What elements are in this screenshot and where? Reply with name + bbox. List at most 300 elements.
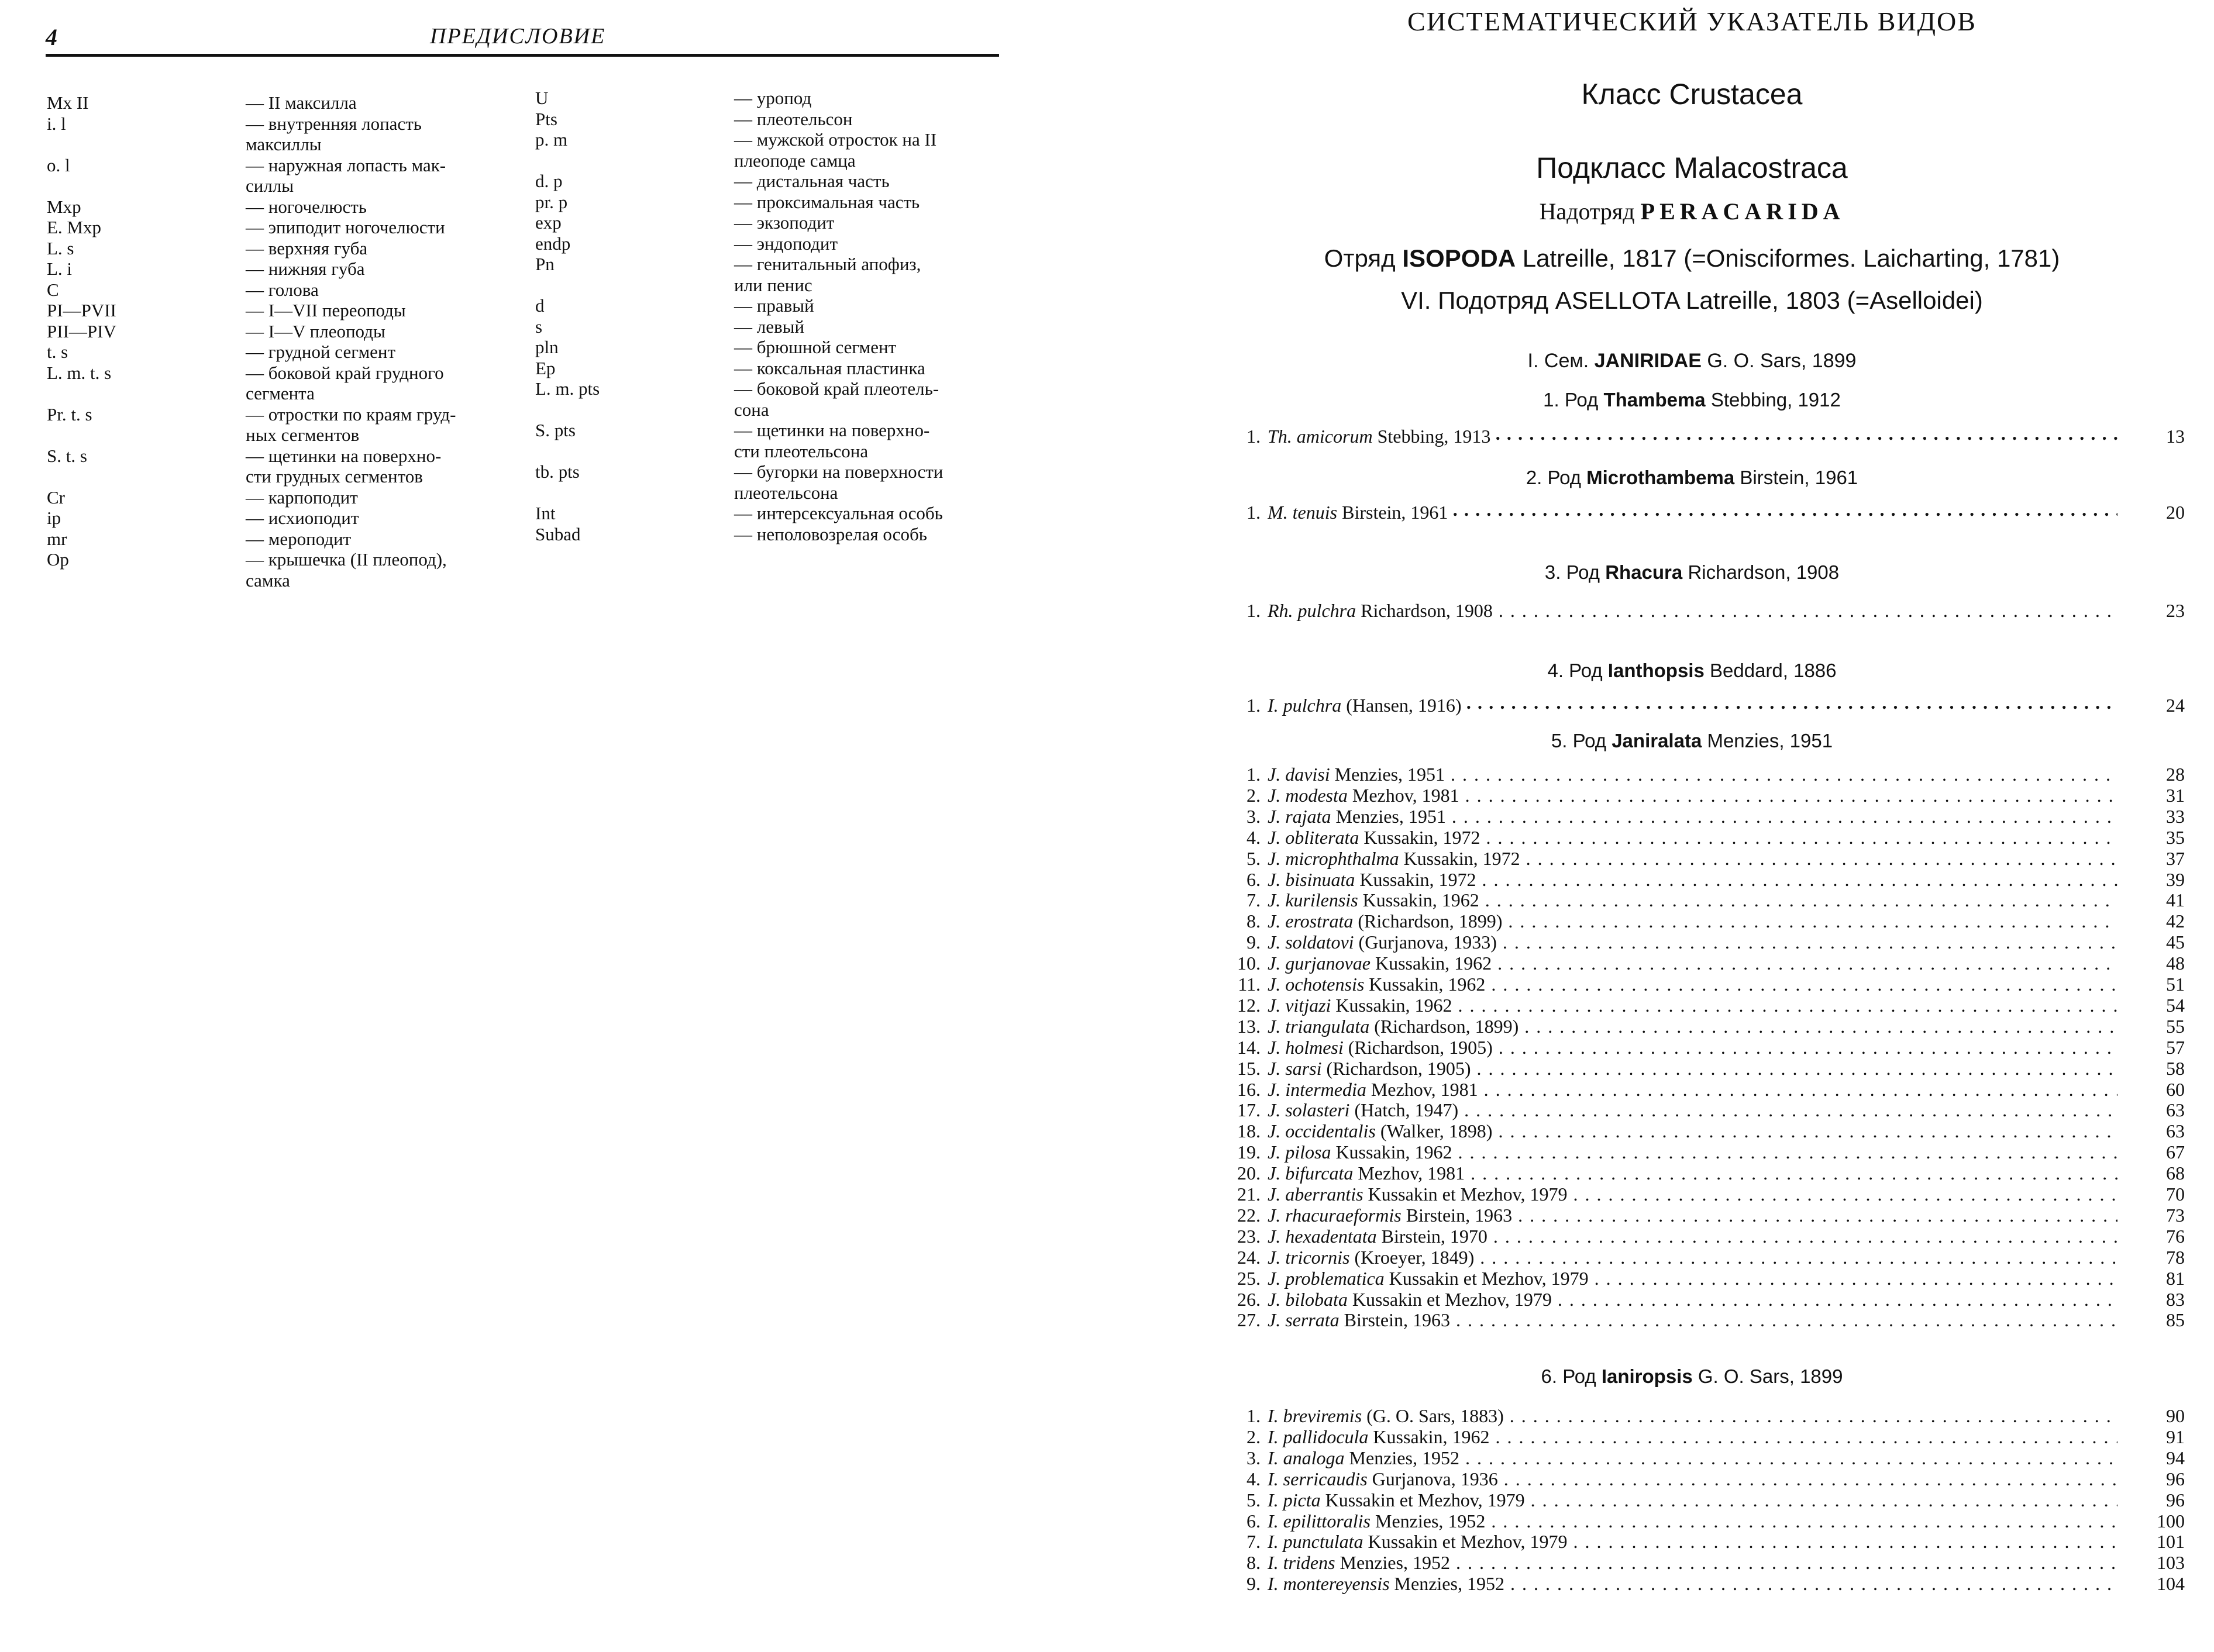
page-reference: 81 xyxy=(2166,1267,2185,1289)
species-number: 6. xyxy=(1247,868,1261,890)
species-entry xyxy=(1225,600,2185,621)
page-reference: 63 xyxy=(2166,1099,2185,1121)
abbreviation-row xyxy=(47,92,544,113)
abbreviation-term: tb. pts xyxy=(535,461,580,482)
species-name: J. sarsi xyxy=(1268,1057,1322,1079)
abbreviation-term: L. m. pts xyxy=(535,378,600,399)
abbreviation-definition: — исхиоподит xyxy=(246,508,359,528)
genus-authority: Birstein, 1961 xyxy=(1740,467,1858,488)
abbreviation-definition: — мероподит xyxy=(246,528,352,549)
abbreviation-term: E. Mxp xyxy=(47,217,101,237)
genus-name: Ianiropsis xyxy=(1601,1365,1693,1387)
species-entry xyxy=(1225,1468,2185,1489)
abbreviation-definition: — уропод xyxy=(734,88,812,108)
genus-heading xyxy=(1170,561,2214,584)
species-label xyxy=(1268,1447,2117,1468)
genus-heading xyxy=(1170,467,2214,489)
genus-prefix: 5. Род xyxy=(1551,730,1607,751)
species-number: 19. xyxy=(1237,1141,1261,1163)
order-prefix: Отряд xyxy=(1324,244,1396,272)
species-entry xyxy=(1225,1573,2185,1594)
species-name: J. rajata xyxy=(1268,805,1331,827)
abbreviation-row xyxy=(47,280,544,301)
abbreviation-row xyxy=(47,175,544,196)
genus-heading xyxy=(1170,730,2214,752)
abbreviation-definition: силлы xyxy=(246,175,294,196)
abbreviation-term: PII—PIV xyxy=(47,320,116,342)
species-entry xyxy=(1225,995,2185,1016)
species-label xyxy=(1268,1510,2117,1532)
species-entry xyxy=(1225,426,2185,447)
abbreviation-row xyxy=(47,508,544,529)
species-entry xyxy=(1225,806,2185,827)
page-reference: 73 xyxy=(2166,1204,2185,1226)
abbreviation-definition: — голова xyxy=(246,279,319,300)
genus-prefix: 2. Род xyxy=(1526,467,1581,488)
species-authority: Kussakin et Mezhov, 1979 xyxy=(1352,1288,1552,1310)
abbreviation-term: p. m xyxy=(535,129,568,150)
page-reference: 24 xyxy=(2166,695,2185,716)
abbreviation-definition: — бугорки на поверхности xyxy=(734,461,944,482)
species-entry xyxy=(1225,1531,2185,1552)
species-name: J. obliterata xyxy=(1268,826,1359,848)
species-name: I. serricaudis xyxy=(1268,1468,1368,1489)
species-name: J. tricornis xyxy=(1268,1246,1350,1268)
species-authority: Menzies, 1952 xyxy=(1340,1552,1450,1574)
page-reference: 51 xyxy=(2166,974,2185,995)
suborder-heading: VI. Подотряд ASELLOTA Latreille, 1803 (=Aselloidei) xyxy=(1401,287,1983,314)
abbreviation-row xyxy=(535,337,1003,358)
species-entry xyxy=(1225,1489,2185,1510)
species-name: I. punctulata xyxy=(1268,1531,1363,1553)
species-entry xyxy=(1225,848,2185,869)
genus-authority: Richardson, 1908 xyxy=(1688,561,1840,583)
species-entry xyxy=(1225,953,2185,974)
species-name: J. ochotensis xyxy=(1268,974,1365,995)
species-number: 2. xyxy=(1247,784,1261,806)
subclass-heading: Подкласс Malacostraca xyxy=(1536,151,1848,184)
species-authority: (Richardson, 1905) xyxy=(1326,1057,1471,1079)
species-number: 3. xyxy=(1247,805,1261,827)
abbreviation-term: d. p xyxy=(535,171,563,191)
abbreviation-row xyxy=(535,129,1003,150)
species-entry xyxy=(1225,1079,2185,1100)
species-label xyxy=(1268,1531,2117,1552)
abbreviation-definition: — дистальная часть xyxy=(734,171,890,191)
species-label xyxy=(1268,1309,2117,1330)
species-label xyxy=(1268,1552,2117,1573)
abbreviation-definition: — левый xyxy=(734,316,805,337)
page-number: 4 xyxy=(46,24,57,50)
abbreviation-row xyxy=(535,316,1003,337)
species-label xyxy=(1268,785,2117,806)
abbreviation-term: Pts xyxy=(535,108,557,129)
abbreviation-definition: сона xyxy=(734,399,769,420)
species-entry xyxy=(1225,502,2185,523)
species-name: J. solasteri xyxy=(1268,1099,1350,1121)
species-number: 18. xyxy=(1237,1120,1261,1142)
species-entry xyxy=(1225,974,2185,995)
species-authority: Mezhov, 1981 xyxy=(1352,784,1459,806)
abbreviation-term: pln xyxy=(535,337,559,357)
abbreviation-definition: — наружная лопасть мак- xyxy=(246,154,446,175)
page-reference: 48 xyxy=(2166,953,2185,974)
page-reference: 28 xyxy=(2166,764,2185,785)
species-name: I. pallidocula xyxy=(1268,1426,1369,1447)
abbreviation-row xyxy=(535,254,1003,275)
species-entry xyxy=(1225,764,2185,785)
abbreviation-row xyxy=(535,482,1003,503)
species-authority: Kussakin, 1972 xyxy=(1403,847,1520,869)
abbreviation-definition: — отростки по краям груд- xyxy=(246,403,456,425)
species-name: I. epilittoralis xyxy=(1268,1510,1371,1532)
species-name: J. davisi xyxy=(1268,764,1330,785)
page-reference: 104 xyxy=(2157,1573,2185,1595)
species-authority: Richardson, 1908 xyxy=(1361,600,1493,621)
species-entry xyxy=(1225,1058,2185,1079)
abbreviation-row xyxy=(47,196,544,218)
species-number: 23. xyxy=(1237,1225,1261,1247)
order-rest: Latreille, 1817 (=Onisciformes. Laicharting, 1781) xyxy=(1522,244,2060,272)
species-label xyxy=(1268,1405,2117,1426)
species-number: 1. xyxy=(1247,695,1261,716)
family-rest: G. O. Sars, 1899 xyxy=(1707,350,1857,372)
species-entry xyxy=(1225,1510,2185,1532)
abbreviation-row xyxy=(47,549,544,570)
species-label xyxy=(1268,1205,2117,1226)
abbreviation-term: Mx II xyxy=(47,92,89,113)
genus-name: Thambema xyxy=(1603,389,1706,411)
page-reference: 76 xyxy=(2166,1225,2185,1247)
abbreviation-definition: — проксимальная часть xyxy=(734,191,920,212)
species-label xyxy=(1268,1226,2117,1247)
abbreviation-row xyxy=(47,134,544,155)
species-label xyxy=(1268,1289,2117,1310)
abbreviation-row xyxy=(535,358,1003,379)
page-reference: 33 xyxy=(2166,805,2185,827)
species-authority: Stebbing, 1913 xyxy=(1377,426,1491,447)
species-entry xyxy=(1225,785,2185,806)
species-entry xyxy=(1225,1099,2185,1120)
abbreviation-definition: сти грудных сегментов xyxy=(246,466,423,487)
species-number: 9. xyxy=(1247,1573,1261,1595)
species-entry xyxy=(1225,1037,2185,1058)
page-reference: 100 xyxy=(2157,1510,2185,1532)
species-label xyxy=(1268,1079,2117,1100)
species-number: 5. xyxy=(1247,847,1261,869)
species-authority: Birstein, 1961 xyxy=(1342,502,1448,523)
abbreviation-row xyxy=(47,487,544,508)
abbreviation-term: ip xyxy=(47,508,61,528)
abbreviation-definition: сти плеотельсона xyxy=(734,440,869,461)
abbreviation-row xyxy=(535,524,1003,545)
species-entry xyxy=(1225,1247,2185,1268)
abbreviation-row xyxy=(47,300,544,321)
page-reference: 63 xyxy=(2166,1120,2185,1142)
species-authority: Kussakin, 1962 xyxy=(1375,953,1492,974)
species-entry xyxy=(1225,1226,2185,1247)
genus-authority: Menzies, 1951 xyxy=(1707,730,1833,751)
abbreviation-definition: — боковой край грудного xyxy=(246,362,444,383)
abbreviation-definition: сегмента xyxy=(246,383,315,403)
abbreviation-definition: — коксальная пластинка xyxy=(734,357,925,378)
abbreviation-definition: ных сегментов xyxy=(246,425,360,445)
abbreviation-row xyxy=(535,399,1003,420)
page-reference: 67 xyxy=(2166,1141,2185,1163)
species-number: 4. xyxy=(1247,826,1261,848)
species-entry xyxy=(1225,911,2185,932)
abbreviation-term: U xyxy=(535,88,549,108)
species-label xyxy=(1268,1468,2117,1489)
species-authority: Kussakin, 1962 xyxy=(1373,1426,1490,1447)
species-number: 21. xyxy=(1237,1184,1261,1205)
abbreviation-definition: — эндоподит xyxy=(734,233,838,254)
species-authority: (Gurjanova, 1933) xyxy=(1358,932,1497,953)
abbreviation-definition: — экзоподит xyxy=(734,212,835,233)
abbreviation-definition: — мужской отросток на II xyxy=(734,129,937,150)
species-label xyxy=(1268,932,2117,953)
species-name: J. microphthalma xyxy=(1268,847,1399,869)
species-number: 1. xyxy=(1247,1405,1261,1426)
species-authority: Menzies, 1952 xyxy=(1375,1510,1486,1532)
abbreviation-term: Int xyxy=(535,503,556,523)
species-label xyxy=(1268,1247,2117,1268)
species-label xyxy=(1268,1268,2117,1289)
species-entry xyxy=(1225,1552,2185,1573)
header-rule xyxy=(46,54,999,57)
abbreviation-row xyxy=(47,529,544,550)
species-authority: Menzies, 1951 xyxy=(1335,805,1446,827)
species-label xyxy=(1268,869,2117,890)
species-name: J. intermedia xyxy=(1268,1078,1366,1100)
abbreviation-row xyxy=(535,420,1003,441)
species-label xyxy=(1268,1037,2117,1058)
species-number: 26. xyxy=(1237,1288,1261,1310)
page-reference: 101 xyxy=(2157,1531,2185,1553)
left-page xyxy=(0,0,1006,1652)
species-number: 12. xyxy=(1237,994,1261,1016)
abbreviation-term: exp xyxy=(535,212,562,233)
species-authority: (Richardson, 1905) xyxy=(1348,1036,1493,1058)
abbreviation-term: L. i xyxy=(47,258,73,279)
abbreviation-row xyxy=(47,113,544,134)
species-name: J. soldatovi xyxy=(1268,932,1354,953)
abbreviation-row xyxy=(535,88,1003,109)
genus-authority: Beddard, 1886 xyxy=(1710,660,1837,681)
species-number: 7. xyxy=(1247,1531,1261,1553)
species-label xyxy=(1268,1184,2117,1205)
species-label xyxy=(1268,600,2117,621)
abbreviation-term: endp xyxy=(535,233,571,254)
genus-name: Rhacura xyxy=(1605,561,1683,583)
abbreviation-definition: — щетинки на поверхно- xyxy=(246,445,442,466)
abbreviation-term: Subad xyxy=(535,523,581,544)
species-authority: Birstein, 1970 xyxy=(1381,1225,1488,1247)
page-reference: 58 xyxy=(2166,1057,2185,1079)
species-label xyxy=(1268,1489,2117,1510)
species-number: 8. xyxy=(1247,911,1261,932)
species-entry xyxy=(1225,827,2185,848)
species-entry xyxy=(1225,1405,2185,1426)
species-authority: Kussakin, 1962 xyxy=(1335,1141,1452,1163)
abbreviation-row xyxy=(535,192,1003,213)
page-reference: 68 xyxy=(2166,1163,2185,1184)
species-label xyxy=(1268,1426,2117,1447)
page-reference: 96 xyxy=(2166,1489,2185,1510)
species-entry xyxy=(1225,1163,2185,1184)
right-page xyxy=(1170,0,2214,1652)
family-heading xyxy=(1170,350,2214,373)
abbreviation-term: Cr xyxy=(47,487,65,508)
genus-authority: G. O. Sars, 1899 xyxy=(1697,1365,1843,1387)
genus-name: Microthambema xyxy=(1586,467,1735,488)
superorder-heading xyxy=(1170,198,2214,225)
species-number: 7. xyxy=(1247,889,1261,911)
abbreviation-definition: — II максилла xyxy=(246,92,357,113)
page-reference: 23 xyxy=(2166,600,2185,621)
species-label xyxy=(1268,995,2117,1016)
page-reference: 91 xyxy=(2166,1426,2185,1447)
species-authority: Kussakin, 1962 xyxy=(1369,974,1486,995)
genus-name: Ianthopsis xyxy=(1607,660,1705,681)
species-authority: Mezhov, 1981 xyxy=(1371,1078,1478,1100)
page-reference: 60 xyxy=(2166,1078,2185,1100)
species-authority: Kussakin, 1972 xyxy=(1359,868,1476,890)
species-number: 17. xyxy=(1237,1099,1261,1121)
page-reference: 70 xyxy=(2166,1184,2185,1205)
species-name: J. hexadentata xyxy=(1268,1225,1377,1247)
species-number: 9. xyxy=(1247,932,1261,953)
species-name: J. aberrantis xyxy=(1268,1184,1363,1205)
abbreviation-term: Op xyxy=(47,549,69,570)
species-entry xyxy=(1225,1184,2185,1205)
abbreviation-definition: плеотельсона xyxy=(734,482,838,503)
class-heading: Класс Crustacea xyxy=(1581,78,1803,111)
species-label xyxy=(1268,953,2117,974)
page-reference: 94 xyxy=(2166,1447,2185,1468)
species-name: J. bilobata xyxy=(1268,1288,1348,1310)
abbreviation-definition: — плеотельсон xyxy=(734,108,853,129)
abbreviation-row xyxy=(47,446,544,467)
species-authority: (Hansen, 1916) xyxy=(1346,695,1462,716)
species-label xyxy=(1268,1120,2117,1141)
page-reference: 13 xyxy=(2166,426,2185,447)
abbreviation-term: pr. p xyxy=(535,191,568,212)
species-label xyxy=(1268,502,2117,525)
page-reference: 20 xyxy=(2166,502,2185,523)
species-name: J. kurilensis xyxy=(1268,889,1358,911)
genus-prefix: 4. Род xyxy=(1547,660,1603,681)
superorder-prefix: Надотряд xyxy=(1539,198,1635,225)
species-entry xyxy=(1225,1120,2185,1141)
species-name: J. occidentalis xyxy=(1268,1120,1376,1142)
species-number: 15. xyxy=(1237,1057,1261,1079)
abbreviation-definition: — грудной сегмент xyxy=(246,342,396,362)
species-name: J. vitjazi xyxy=(1268,994,1331,1016)
species-label xyxy=(1268,1141,2117,1163)
species-label xyxy=(1268,1099,2117,1120)
species-number: 3. xyxy=(1247,1447,1261,1468)
abbreviation-column-2 xyxy=(535,88,1003,544)
species-authority: Kussakin et Mezhov, 1979 xyxy=(1389,1267,1589,1289)
page-reference: 83 xyxy=(2166,1288,2185,1310)
species-label xyxy=(1268,974,2117,995)
species-entry xyxy=(1225,932,2185,953)
species-authority: Menzies, 1952 xyxy=(1394,1573,1504,1595)
species-authority: Mezhov, 1981 xyxy=(1358,1163,1465,1184)
species-entry xyxy=(1225,1016,2185,1037)
abbreviation-term: Mxp xyxy=(47,196,81,217)
abbreviation-definition: — внутренняя лопасть xyxy=(246,113,422,134)
abbreviation-term: Pr. t. s xyxy=(47,403,92,425)
abbreviation-row xyxy=(47,258,544,280)
species-label xyxy=(1268,911,2117,932)
species-number: 11. xyxy=(1238,974,1261,995)
abbreviation-definition: — брюшной сегмент xyxy=(734,337,897,357)
abbreviation-row xyxy=(47,238,544,259)
genus-heading xyxy=(1170,660,2214,682)
family-prefix: I. Сем. xyxy=(1527,350,1589,372)
abbreviation-row xyxy=(535,212,1003,233)
page-reference: 90 xyxy=(2166,1405,2185,1426)
abbreviation-definition: — I—V плеоподы xyxy=(246,320,385,342)
species-name: I. breviremis xyxy=(1268,1405,1362,1426)
abbreviation-row xyxy=(535,109,1003,130)
species-name: M. tenuis xyxy=(1268,502,1338,523)
abbreviation-definition: — крышечка (II плеопод), xyxy=(246,549,447,570)
page-reference: 85 xyxy=(2166,1309,2185,1331)
species-authority: (G. O. Sars, 1883) xyxy=(1366,1405,1504,1426)
species-name: I. pulchra xyxy=(1268,695,1342,716)
abbreviation-definition: — интерсексуальная особь xyxy=(734,503,943,523)
species-number: 1. xyxy=(1247,600,1261,621)
page-reference: 31 xyxy=(2166,784,2185,806)
species-authority: (Richardson, 1899) xyxy=(1374,1015,1519,1037)
species-number: 16. xyxy=(1237,1078,1261,1100)
species-authority: Kussakin, 1962 xyxy=(1335,994,1452,1016)
species-authority: (Walker, 1898) xyxy=(1380,1120,1493,1142)
page-reference: 103 xyxy=(2157,1552,2185,1574)
abbreviation-definition: — боковой край плеотель- xyxy=(734,378,939,399)
abbreviation-row xyxy=(535,275,1003,296)
species-label xyxy=(1268,1163,2117,1184)
abbreviation-definition: самка xyxy=(246,570,290,591)
species-entry xyxy=(1225,1289,2185,1310)
species-name: I. montereyensis xyxy=(1268,1573,1390,1595)
abbreviation-row xyxy=(535,461,1003,482)
genus-prefix: 6. Род xyxy=(1541,1365,1596,1387)
running-title: ПРЕДИСЛОВИЕ xyxy=(430,24,606,49)
page-reference: 45 xyxy=(2166,932,2185,953)
species-name: J. problematica xyxy=(1268,1267,1385,1289)
species-number: 24. xyxy=(1237,1246,1261,1268)
abbreviation-definition: — карпоподит xyxy=(246,487,358,508)
abbreviation-row xyxy=(47,363,544,384)
species-number: 14. xyxy=(1237,1036,1261,1058)
superorder-name: PERACARIDA xyxy=(1640,198,1845,225)
species-number: 4. xyxy=(1247,1468,1261,1489)
abbreviation-row xyxy=(535,233,1003,254)
abbreviation-definition: — ногочелюсть xyxy=(246,196,367,217)
species-label xyxy=(1268,1016,2117,1037)
species-label xyxy=(1268,848,2117,869)
species-name: J. serrata xyxy=(1268,1309,1340,1331)
order-name: ISOPODA xyxy=(1402,244,1516,272)
abbreviation-row xyxy=(47,425,544,446)
abbreviation-row xyxy=(47,342,544,363)
species-number: 6. xyxy=(1247,1510,1261,1532)
abbreviation-definition: — генитальный апофиз, xyxy=(734,254,921,274)
